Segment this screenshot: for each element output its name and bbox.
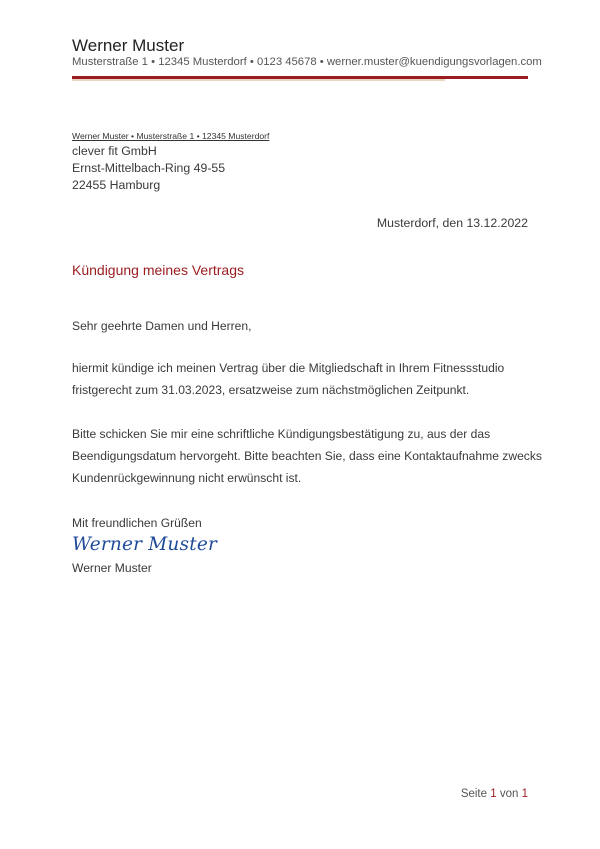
body-paragraph-1 [72,357,504,401]
recipient-address [72,143,225,194]
letterhead-name: Werner Muster [72,36,185,55]
signer-name: Werner Muster [72,561,152,575]
page-label: Seite [460,788,488,800]
return-address: Werner Muster • Musterstraße 1 • 12345 Musterdorf [72,131,270,141]
of-label: von [499,788,519,800]
paragraph-line: hiermit kündige ich meinen Vertrag über die Mitgliedschaft in Ihrem Fitnessstudio [72,361,505,375]
letterhead-divider-beige [72,79,445,81]
recipient-street: Ernst-Mittelbach-Ring 49-55 [72,161,226,175]
salutation: Sehr geehrte Damen und Herren, [72,319,252,333]
current-page: 1 [490,788,497,800]
page-number-footer [461,788,528,800]
paragraph-line: fristgerecht zum 31.03.2023, ersatzweise zum nächstmöglichen Zeitpunkt. [72,383,470,397]
handwritten-signature: Werner Muster [72,534,218,555]
total-pages: 1 [521,788,528,800]
paragraph-line: Bitte schicken Sie mir eine schriftliche Kündigungsbestätigung zu, aus der das [72,427,491,441]
closing: Mit freundlichen Grüßen [72,516,202,530]
date-line: Musterdorf, den 13.12.2022 [376,216,528,230]
recipient-company: clever fit GmbH [72,144,157,158]
letterhead-contact-line: Musterstraße 1 • 12345 Musterdorf • 0123 45678 • werner.muster@kuendigungsvorlagen.com [72,56,542,68]
paragraph-line: Kundenrückgewinnung nicht erwünscht ist. [72,471,302,485]
recipient-city: 22455 Hamburg [72,178,161,192]
letter-subject: Kündigung meines Vertrags [72,262,244,278]
paragraph-line: Beendigungsdatum hervorgeht. Bitte beachten Sie, dass eine Kontaktaufnahme zwecks [72,449,542,463]
body-paragraph-2 [72,423,542,489]
